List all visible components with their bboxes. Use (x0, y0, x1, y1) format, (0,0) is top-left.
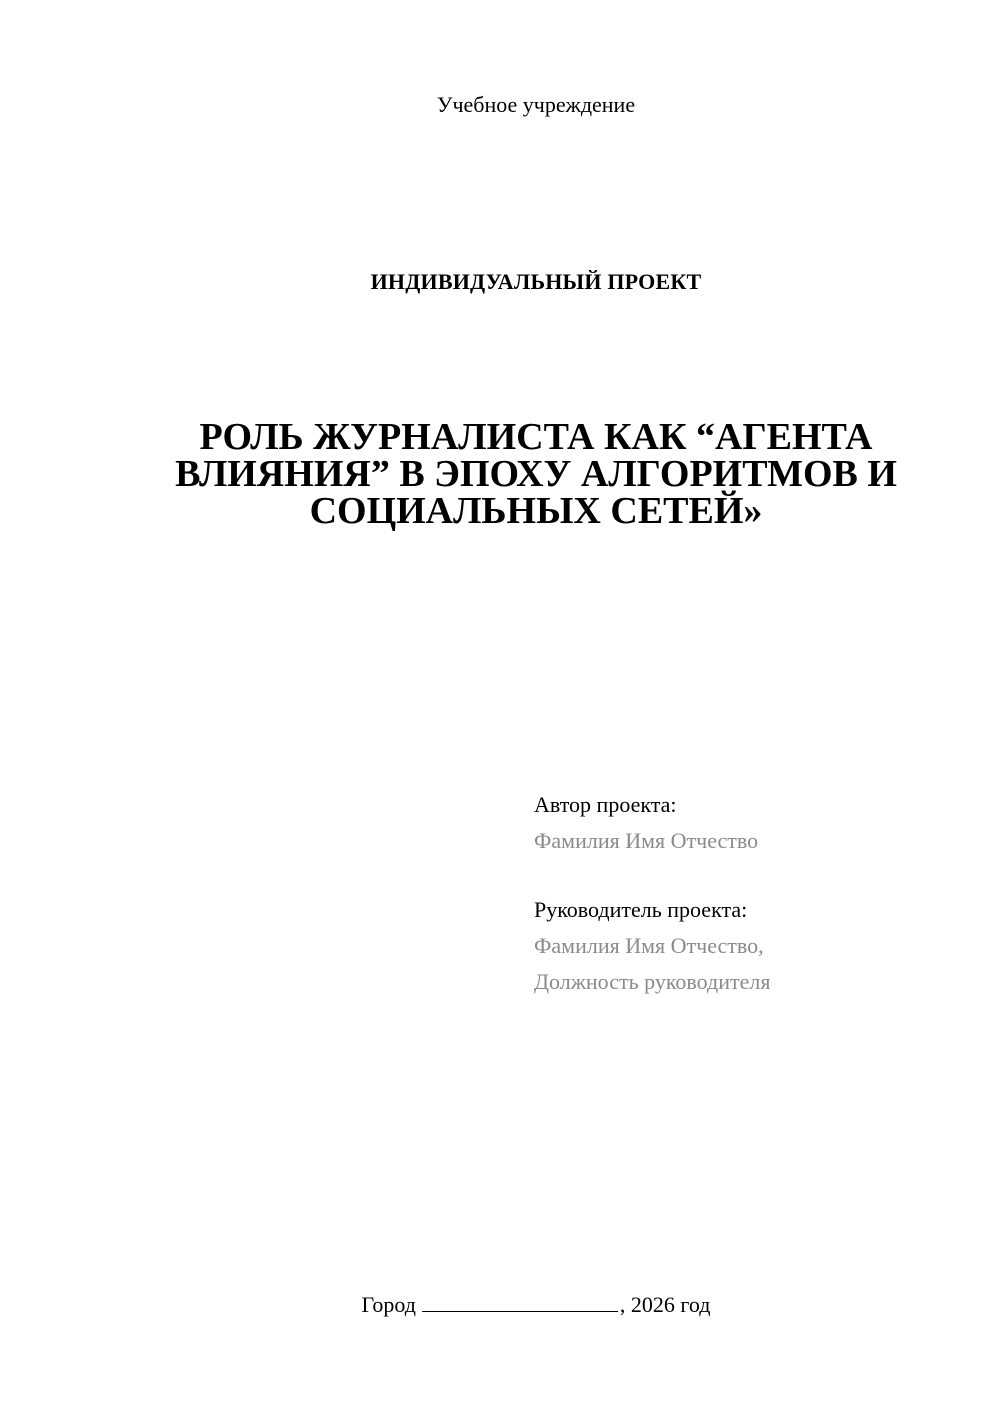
institution-name: Учебное учреждение (436, 92, 636, 117)
supervisor-name: Фамилия Имя Отчество, (534, 933, 764, 958)
project-title-line-1: РОЛЬ ЖУРНАЛИСТА КАК “АГЕНТА (199, 416, 873, 458)
author-block (534, 787, 954, 859)
project-type-heading: ИНДИВИДУАЛЬНЫЙ ПРОЕКТ (370, 269, 702, 294)
author-label: Автор проекта: (534, 792, 677, 817)
supervisor-label: Руководитель проекта: (534, 897, 748, 922)
project-title-line-2: ВЛИЯНИЯ” В ЭПОХУ АЛГОРИТМОВ И (175, 453, 897, 495)
city-label: Город (361, 1292, 416, 1317)
city-blank-line (422, 1291, 618, 1312)
author-name: Фамилия Имя Отчество (534, 828, 759, 853)
project-title (150, 416, 922, 532)
supervisor-block (534, 892, 954, 1000)
supervisor-position: Должность руководителя (534, 969, 771, 994)
city-year-line (0, 1290, 1000, 1320)
year-text: , 2026 год (619, 1292, 711, 1317)
project-title-line-3: СОЦИАЛЬНЫХ СЕТЕЙ» (309, 490, 763, 532)
